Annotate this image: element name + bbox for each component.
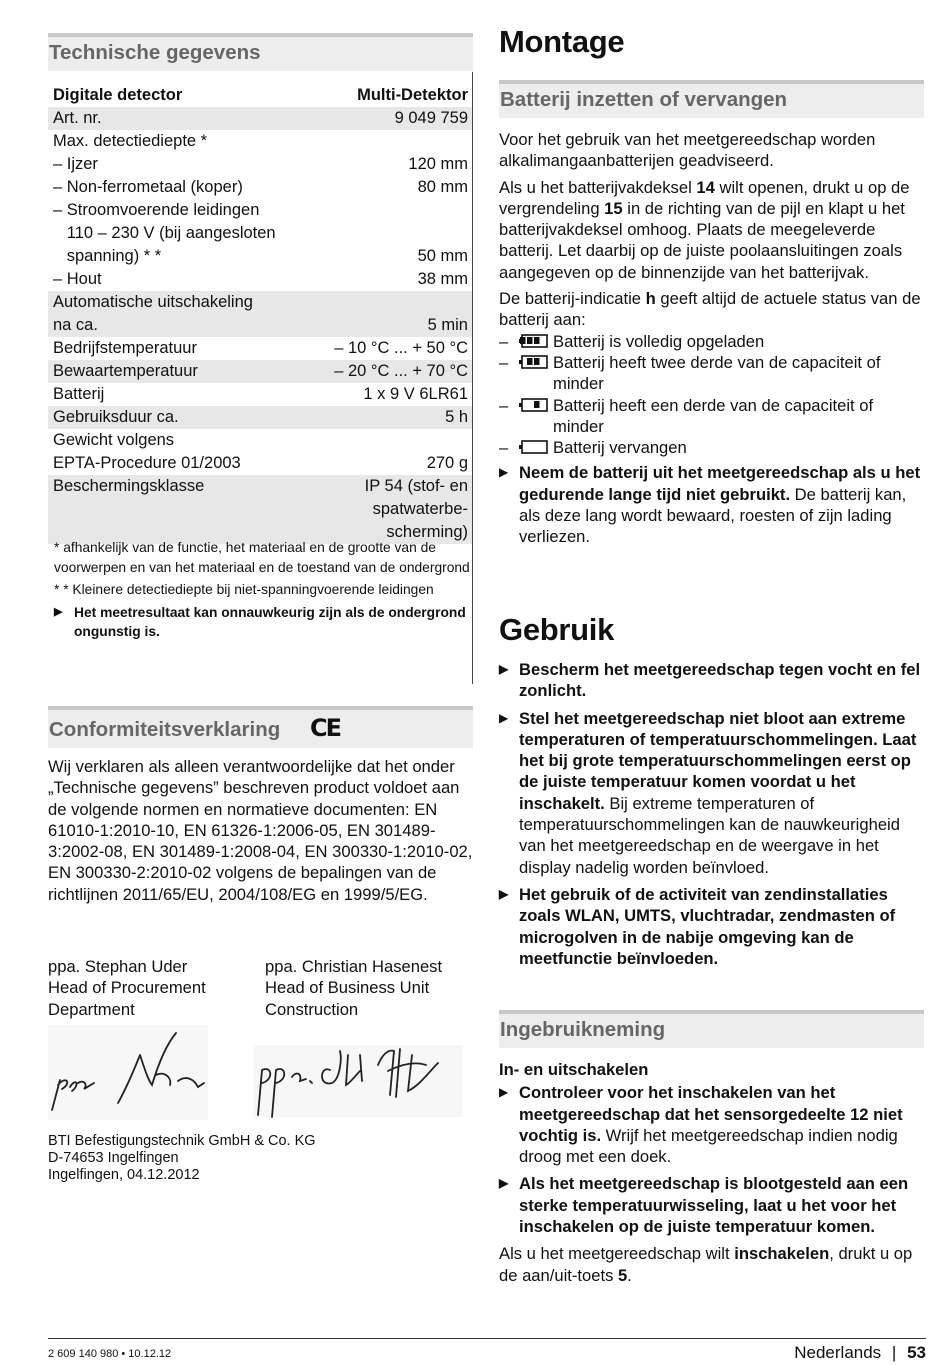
spec-value [311,291,473,314]
spec-row [48,406,473,429]
spec-label: Automatische uitschakeling [48,291,311,314]
battery-section [499,129,924,554]
spec-value [311,199,473,222]
spec-row [48,107,473,130]
spec-label: – Ijzer [53,155,98,173]
spec-row [48,153,473,176]
footer-separator: | [891,1343,897,1362]
spec-value: IP 54 (stof- en [311,475,473,498]
company-block [48,1133,473,1184]
spec-row [48,475,473,498]
signer-2-title: Head of Business Unit [265,978,430,998]
battery-state-item [499,331,924,352]
battery-heading: Batterij inzetten of vervangen [499,80,924,118]
spec-label: Digitale detector [53,86,183,104]
company-name: BTI Befestigungstechnik GmbH & Co. KG [48,1133,316,1149]
gebruik-bullet-1: ▶ Bescherm het meetgereedschap tegen vocht en fel zonlicht. [499,659,924,702]
company-date: Ingelfingen, 04.12.2012 [48,1167,200,1183]
signer-2-name: ppa. Christian Hasenest [265,957,443,976]
spec-value: 50 mm [417,247,468,265]
battery-state-text: Batterij vervangen [553,438,687,458]
spec-value [311,130,473,153]
footnote-1: * afhankelijk van de functie, het materiaal en de grootte van de voorwerpen en van het materiaal en de toestand van de ondergrond [54,540,470,575]
conformity-heading [48,706,473,748]
conformity-text: Wij verklaren als alleen verantwoordelijke dat het onder „Technische gegevens” beschreven product voldoet aan de volgende normen en normatieve documenten: EN 61010-1:2010-10, EN 61326-1:2006-05, EN 301489-3:2002-08, EN 301489-1:2008-04, EN 300330-1:2010-02, EN 300330-2:2010-02 volgens de bepalingen van de richtlijnen 2011/65/EU, 2004/108/EG en 1999/5/EG. [48,757,473,904]
spec-value: 1 x 9 V 6LR61 [363,385,468,403]
footnote-2: * * Kleinere detectiediepte bij niet-spanningvoerende leidingen [54,582,434,597]
spec-value: 270 g [426,454,468,472]
spec-value: 80 mm [417,178,468,196]
battery-state-item [499,352,924,395]
spec-value: – 20 °C ... + 70 °C [311,360,473,383]
battery-state-text: Batterij heeft twee derde van de capaciteit of minder [553,352,881,394]
spec-row [48,314,473,337]
battery-p2: Als u het batterijvakdeksel 14 wilt openen, drukt u op de vergrendeling 15 in de richting van de pijl en klapt u het batterijvakdeksel omhoog. Plaats de meegeleverde batterij. Let daarbij op de juiste poolaansluitingen zoals aangegeven op de binnenzijde van het batterijvak. [499,177,910,282]
signer-1-name: ppa. Stephan Uder [48,957,188,976]
spec-row [48,429,473,452]
spec-value: scherming) [311,521,473,544]
spec-row [48,291,473,314]
ingebruik-bullet-2: ▶ Als het meetgereedschap is blootgesteld aan een sterke temperatuurwisseling, laat u het voor het inschakelen op de juiste temperatuur komen. [499,1173,924,1237]
spec-row [48,245,473,268]
spec-row [48,268,473,291]
spec-row [48,84,473,107]
footer-code: 2 609 140 980 • 10.12.12 [48,1348,172,1360]
spec-label: Bedrijfstemperatuur [53,339,197,357]
spec-row [48,383,473,406]
spec-value: 9 049 759 [311,107,473,130]
battery-state-item [499,395,924,438]
spec-table [48,84,473,544]
gebruik-section [499,659,924,975]
dash-bullet: – [499,352,509,372]
spec-label: Gebruiksduur ca. [48,406,311,429]
ingebruik-section [499,1059,924,1291]
company-address: D-74653 Ingelfingen [48,1150,179,1166]
spec-row [48,199,473,222]
montage-title: Montage [499,24,625,59]
spec-row [48,452,473,475]
spec-label: EPTA-Procedure 01/2003 [53,454,241,472]
spec-label: – Hout [53,270,102,288]
battery-state-item [499,437,924,458]
page-number: 53 [907,1343,926,1362]
footnotes [48,538,473,648]
battery-state-text: Batterij heeft een derde van de capaciteit of minder [553,395,874,436]
spec-label: Bewaartemperatuur [48,360,311,383]
spec-label: – Stroomvoerende leidingen [53,201,260,219]
spec-row [48,337,473,360]
gebruik-title: Gebruik [499,612,615,647]
switch-on-text: Als u het meetgereedschap wilt inschakelen, drukt u op de aan/uit-toets 5. [499,1244,913,1285]
dash-bullet: – [499,331,509,351]
footer-rule [48,1338,926,1339]
spec-label: Beschermingsklasse [48,475,311,498]
battery-level-icon [519,355,547,368]
ce-mark-icon: CE [309,714,340,742]
spec-label: Batterij [53,385,105,403]
conformity-heading-text: Conformiteitsverklaring [49,718,281,741]
battery-p3: De batterij-indicatie h geeft altijd de actuele status van de batterij aan: [499,289,921,330]
spec-value: 5 min [311,314,473,337]
signer-2 [265,956,475,1020]
signer-1-title: Head of Procurement [48,978,206,998]
spec-row [48,498,473,521]
ingebruik-bullet-1: ▶ Controleer voor het inschakelen van het meetgereedschap dat het sensorgedeelte 12 niet vochtig is. Wrijf het meetgereedschap indien nodig droog met een doek. [499,1082,924,1167]
spec-value: 5 h [311,406,473,429]
spec-label: – Non-ferrometaal (koper) [53,178,243,196]
dash-bullet: – [499,438,509,458]
battery-level-icon [519,440,547,453]
spec-row [48,360,473,383]
spec-label: na ca. [48,314,311,337]
battery-states-list [499,331,924,459]
spec-value [311,222,473,245]
footnote-warning: ▶ Het meetresultaat kan onnauwkeurig zijn als de ondergrond ongunstig is. [48,603,473,642]
spec-row [48,176,473,199]
battery-state-text: Batterij is volledig opgeladen [553,331,765,351]
column-divider [472,72,473,684]
spec-value: 120 mm [408,155,468,173]
dash-bullet: – [499,395,509,415]
gebruik-bullet-3: ▶ Het gebruik of de activiteit van zendinstallaties zoals WLAN, UMTS, vluchtradar, zendmasten of microgolven in de nabije omgeving kan de meetfunctie beïnvloeden. [499,884,924,969]
spec-value [311,429,473,452]
spec-label: Gewicht volgens [53,431,175,449]
spec-row [48,130,473,153]
spec-label: spanning) * * [53,247,162,265]
spec-label [48,498,311,521]
spec-value: – 10 °C ... + 50 °C [334,339,468,357]
footer-page [794,1343,926,1363]
spec-row [48,222,473,245]
battery-p1: Voor het gebruik van het meetgereedschap worden alkalimangaanbatterijen geadviseerd. [499,130,876,171]
battery-warning: ▶ Neem de batterij uit het meetgereedschap als u het gedurende lange tijd niet gebruikt. De batterij kan, als deze lang wordt bewaard, roesten of zijn lading verliezen. [499,462,924,547]
battery-level-icon [519,334,547,347]
tech-heading: Technische gegevens [48,33,473,71]
spec-label: 110 – 230 V (bij aangesloten [53,224,276,242]
spec-value: spatwaterbe- [311,498,473,521]
signer-2-unit: Construction [265,999,359,1019]
signatures [48,1025,473,1125]
spec-value: Multi-Detektor [357,86,468,104]
footer-language: Nederlands [794,1343,882,1362]
battery-level-icon [519,398,547,411]
spec-label: Art. nr. [48,107,311,130]
signer-1 [48,956,258,1020]
ingebruik-heading: Ingebruikneming [499,1010,924,1048]
in-uit-subheading: In- en uitschakelen [499,1060,649,1079]
spec-value: 38 mm [417,270,468,288]
gebruik-bullet-2: ▶ Stel het meetgereedschap niet bloot aan extreme temperaturen of temperatuurschommelingen. Laat het bij grote temperatuurschommelingen eerst op de juiste temperatuur komen voordat u het inschakelt. Bij extreme temperaturen of temperatuurschommelingen kan de nauwkeurigheid van het meetgereedschap en de weergave in het display nadelig worden beïnvloed. [499,708,924,878]
spec-label: Max. detectiediepte * [53,132,208,150]
signer-1-dept: Department [48,999,135,1019]
